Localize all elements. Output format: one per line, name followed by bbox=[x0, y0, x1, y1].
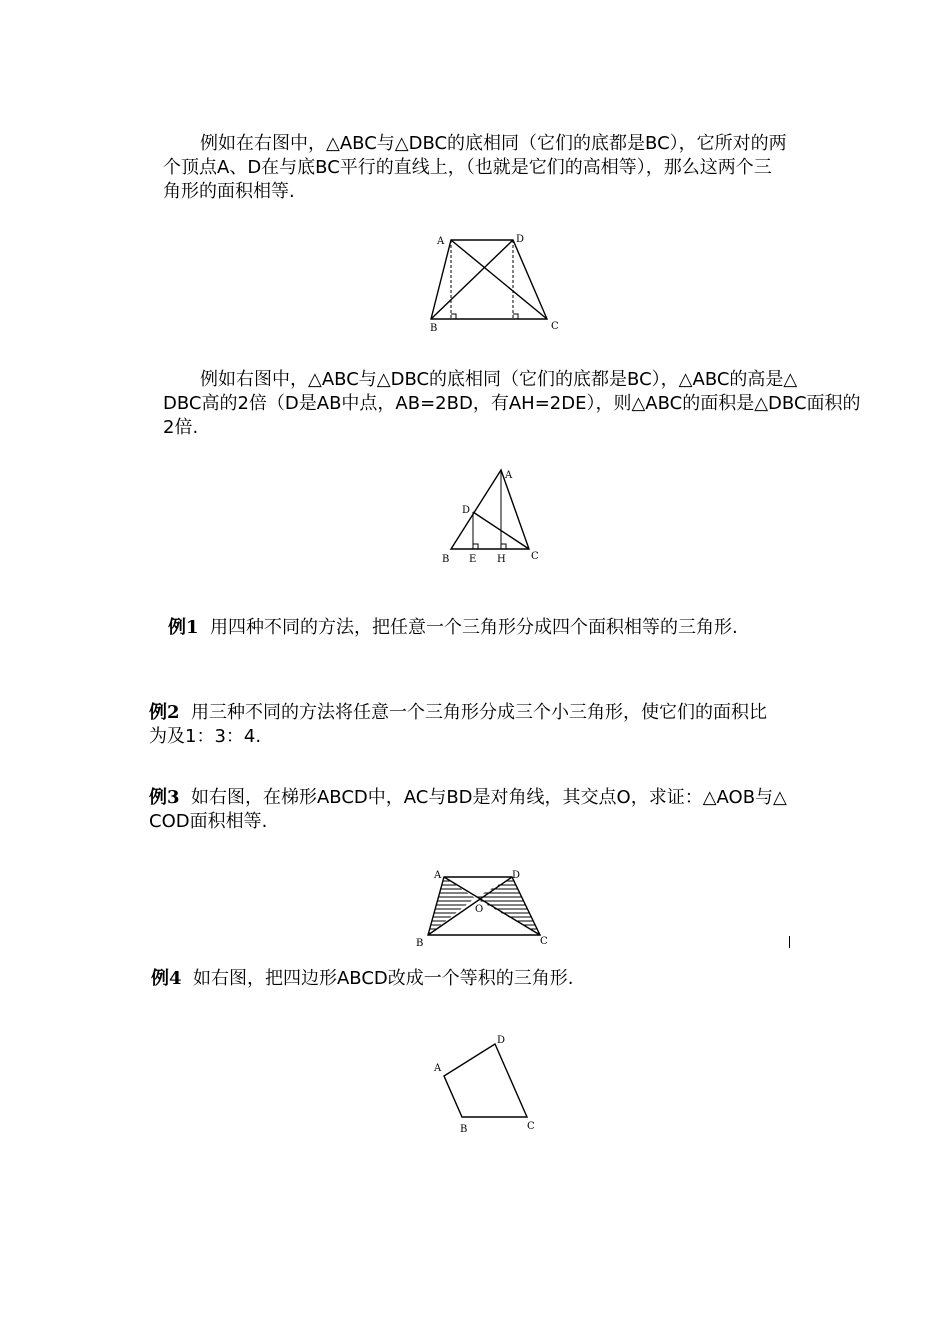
text-line: COD面积相等. bbox=[149, 811, 268, 832]
example-label: 例3 bbox=[149, 787, 180, 808]
vertex-label-d: D bbox=[516, 234, 525, 245]
text-line: 例如在右图中，△ABC与△DBC的底相同（它们的底都是BC），它所对的两 bbox=[200, 133, 787, 154]
example-text: 如右图，在梯形ABCD中，AC与BD是对角线，其交点O，求证：△AOB与△ bbox=[190, 787, 787, 808]
example-text: 用三种不同的方法将任意一个三角形分成三个小三角形，使它们的面积比 bbox=[190, 702, 767, 723]
vertex-label-a: A bbox=[437, 236, 445, 247]
text-line: 为及1：3：4. bbox=[149, 726, 262, 747]
vertex-label-a: A bbox=[434, 870, 442, 881]
vertex-label-a: A bbox=[434, 1063, 442, 1074]
example-text: 用四种不同的方法，把任意一个三角形分成四个面积相等的三角形. bbox=[209, 617, 738, 638]
vertex-label-b: B bbox=[460, 1124, 468, 1135]
vertex-label-c: C bbox=[531, 551, 539, 562]
vertex-label-b: B bbox=[430, 323, 438, 334]
vertex-label-d: D bbox=[462, 505, 471, 516]
example-label: 例1 bbox=[168, 617, 199, 638]
vertex-label-b: B bbox=[416, 938, 424, 949]
quadrilateral-abcd bbox=[444, 1044, 527, 1117]
vertex-label-d: D bbox=[512, 870, 521, 881]
text-line: 个顶点A、D在与底BC平行的直线上，（也就是它们的高相等），那么这两个三 bbox=[163, 157, 772, 178]
vertex-label-h: H bbox=[497, 554, 506, 565]
vertex-label-a: A bbox=[505, 470, 513, 481]
vertex-label-c: C bbox=[551, 321, 559, 332]
text-line: DBC高的2倍（D是AB中点，AB=2BD，有AH=2DE），则△ABC的面积是△DBC面积的 bbox=[163, 393, 861, 414]
vertex-label-c: C bbox=[540, 936, 548, 947]
text-line: 角形的面积相等. bbox=[163, 181, 295, 202]
vertex-label-b: B bbox=[442, 554, 450, 565]
text-line: 2倍. bbox=[163, 417, 199, 438]
text-line: 例如右图中，△ABC与△DBC的底相同（它们的底都是BC），△ABC的高是△ bbox=[200, 369, 798, 390]
example-label: 例4 bbox=[151, 968, 182, 989]
vertex-label-o: O bbox=[475, 904, 484, 915]
vertex-label-d: D bbox=[497, 1035, 506, 1046]
vertex-label-e: E bbox=[469, 554, 477, 565]
example-text: 如右图，把四边形ABCD改成一个等积的三角形. bbox=[192, 968, 574, 989]
example-label: 例2 bbox=[149, 702, 180, 723]
vertex-label-c: C bbox=[527, 1121, 535, 1132]
